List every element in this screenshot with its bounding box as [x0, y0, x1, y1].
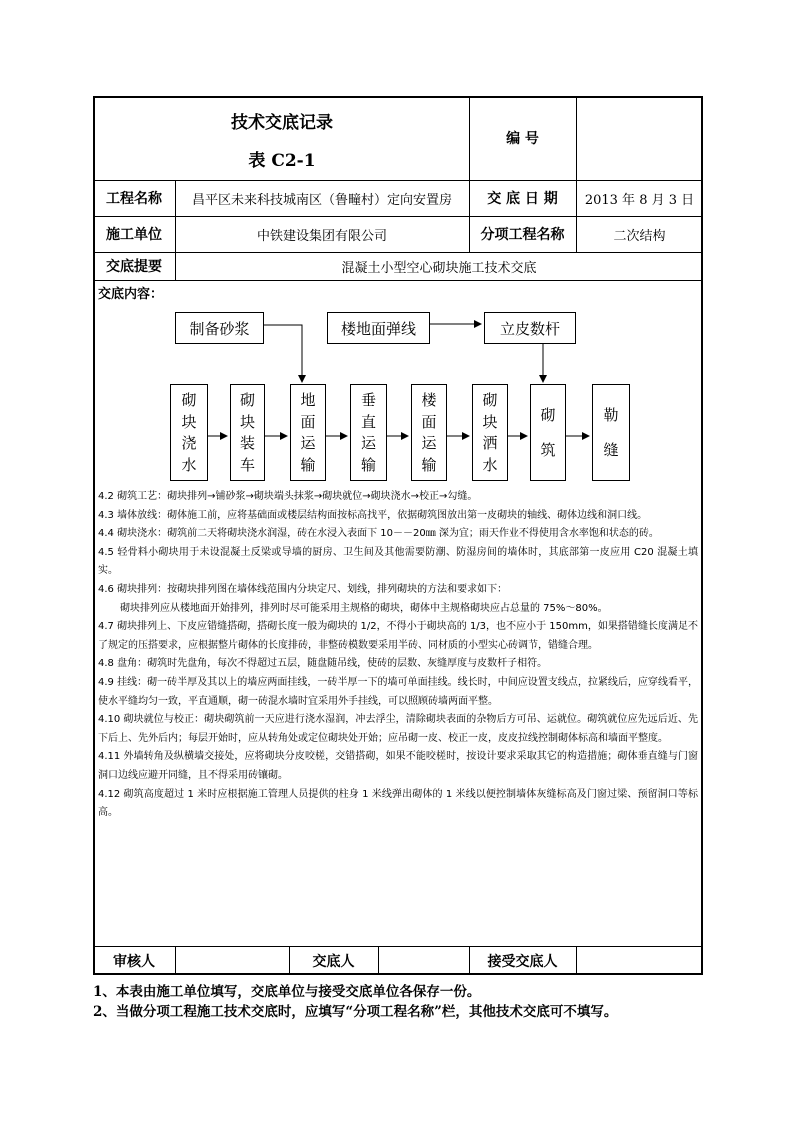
- flow-step-char: 输: [421, 456, 437, 475]
- flow-step-char: 地: [300, 390, 316, 409]
- flow-step-joint-pointing: [592, 384, 630, 481]
- reviewer-label: 审核人: [113, 953, 155, 970]
- project-name-label: 工程名称: [106, 191, 162, 207]
- flow-step-char: 垂: [360, 390, 376, 409]
- flow-step-floor-marking: 楼地面弹线: [327, 312, 430, 344]
- flow-step-story-pole: 立皮数杆: [484, 312, 576, 344]
- paragraph: 4.6 砌块排列：按砌块排列图在墙体线范围内分块定尺、划线，排列砌块的方法和要求如下：: [98, 583, 508, 595]
- flow-step-char: 面: [300, 412, 316, 431]
- flow-step-char: 直: [360, 412, 376, 431]
- flow-step-char: 缝: [603, 441, 619, 459]
- flow-step-char: 洒: [482, 434, 498, 453]
- receiver-field[interactable]: [576, 946, 703, 975]
- flow-step-char: 运: [360, 434, 376, 453]
- flow-step-masonry: [530, 384, 566, 481]
- reviewer-field[interactable]: [175, 946, 289, 975]
- flow-step-char: 浇: [181, 434, 197, 453]
- unit-value[interactable]: 中铁建设集团有限公司: [256, 228, 387, 244]
- flow-step-char: 装: [239, 434, 255, 453]
- flow-step-sprinkle-blocks: [472, 384, 508, 481]
- flow-step-char: 筑: [540, 441, 556, 459]
- flow-step-vertical-transport: [350, 384, 387, 481]
- unit-label: 施工单位: [106, 227, 162, 243]
- receiver-label: 接受交底人: [487, 953, 558, 970]
- flow-step-char: 输: [300, 456, 316, 475]
- flow-step-char: 输: [360, 456, 376, 475]
- number-label: 编 号: [506, 131, 539, 147]
- paragraph: 4.11 外墙转角及纵横墙交接处，应将砌块分皮咬槎，交错搭砌，如果不能咬槎时，按设计要求采取其它的构造措施；砌体垂直缝与门窗洞口边线应避开同缝，且不得采用砖镶砌。: [98, 751, 698, 781]
- date-value[interactable]: 2013 年 8 月 3 日: [584, 192, 695, 208]
- project-name-value[interactable]: 昌平区未来科技城南区（鲁疃村）定向安置房: [191, 192, 452, 208]
- paragraph: 4.4 砌块浇水：砌筑前二天将砌块浇水润湿，砖在水浸入表面下 10－－20㎜ 深为宜；雨天作业不得使用含水率饱和状态的砖。: [98, 528, 659, 540]
- footnote: 1、本表由施工单位填写，交底单位与接受交底单位各保存一份。: [93, 984, 481, 1000]
- paragraph: 砌块排列应从楼地面开始排列，排列时尽可能采用主规格的砌块，砌体中主规格砌块应占总量的 75%～80%。: [120, 602, 608, 614]
- date-label: 交 底 日 期: [487, 191, 558, 207]
- sub-project-value[interactable]: 二次结构: [613, 228, 666, 244]
- paragraph: 4.12 砌筑高度超过 1 米时应根据施工管理人员提供的柱身 1 米线弹出砌体的 1 米线以便控制墙体灰缝标高及门窗过梁、预留洞口等标高。: [98, 788, 698, 819]
- flow-step-prepare-mortar: 制备砂浆: [175, 312, 264, 344]
- paragraph: 4.3 墙体放线：砌体施工前，应将基础面或楼层结构面按标高找平，依据砌筑图放出第一皮砌块的轴线、砌体边线和洞口线。: [98, 509, 648, 521]
- flow-step-floor-transport: [411, 384, 447, 481]
- flow-step-char: 楼: [421, 390, 437, 409]
- paragraph: 4.2 砌筑工艺：砌块排列→铺砂浆→砌块端头抹浆→砌块就位→砌块浇水→校正→勾缝。: [98, 491, 478, 502]
- flow-step-char: 运: [421, 434, 437, 453]
- paragraph: 4.8 盘角：砌筑时先盘角，每次不得超过五层，随盘随吊线，使砖的层数、灰缝厚度与皮数杆子相符。: [98, 658, 548, 670]
- flow-step-char: 块: [482, 412, 498, 431]
- sub-project-label: 分项工程名称: [480, 227, 565, 243]
- flow-step-char: 块: [239, 412, 255, 431]
- paragraph: 4.7 砌块排列上、下皮应错缝搭砌，搭砌长度一般为砌块的 1/2，不得小于砌块高的 1/3，也不应小于 150mm，如果搭错缝长度满足不了规定的压搭要求，应根据整片砌体的长度排砖，非整砖模数要采用半砖、同材质的小型实心砖调节，错缝合理。: [98, 621, 698, 651]
- summary-label: 交底提要: [106, 259, 162, 275]
- footnote: 2、当做分项工程施工技术交底时，应填写“分项工程名称”栏，其他技术交底可不填写。: [93, 1004, 618, 1020]
- paragraph: 4.9 挂线：砌一砖半厚及其以上的墙应两面挂线，一砖半厚一下的墙可单面挂线。线长时，中间应设置支线点，拉紧线后，应穿线看平，使水平缝均匀一致，平直通顺，砌一砖混水墙时宜采用外手挂线，可以照顾砖墙两面平整。: [98, 676, 698, 707]
- flow-step-char: 砌: [239, 390, 255, 409]
- flow-step-char: 勒: [603, 406, 619, 424]
- flow-step-char: 块: [181, 412, 197, 431]
- discloser-field[interactable]: [378, 946, 469, 975]
- flow-step-load-blocks: [230, 384, 265, 481]
- content-text: [98, 488, 698, 823]
- document-title: 技术交底记录: [231, 112, 333, 133]
- flow-step-char: 水: [181, 456, 197, 475]
- content-label: 交底内容：: [98, 287, 164, 302]
- summary-value[interactable]: 混凝土小型空心砌块施工技术交底: [341, 260, 537, 276]
- flow-step-char: 车: [239, 456, 255, 475]
- form-number: 表 C2-1: [248, 150, 316, 171]
- flow-step-char: 砌: [482, 390, 498, 409]
- flow-step-char: 砌: [540, 406, 556, 424]
- flow-step-ground-transport: [290, 384, 326, 481]
- flow-step-char: 水: [482, 456, 498, 475]
- flow-step-char: 运: [300, 434, 316, 453]
- discloser-label: 交底人: [312, 953, 355, 970]
- flow-step-char: 面: [421, 412, 437, 431]
- paragraph: 4.10 砌块就位与校正：砌块砌筑前一天应进行浇水湿润，冲去浮尘，清除砌块表面的杂物后方可吊、运就位。砌筑就位应先远后近、先下后上、先外后内；每层开始时，应从转角处或定位砌块处开始；应吊砌一皮、校正一皮，皮皮拉线控制砌体标高和墙面平整度。: [98, 714, 698, 744]
- flow-step-char: 砌: [181, 390, 197, 409]
- paragraph: 4.5 轻骨料小砌块用于未设混凝土反梁或导墙的厨房、卫生间及其他需要防潮、防湿房间的墙体时，其底部第一皮应用 C20 混凝土填实。: [98, 546, 698, 577]
- flow-step-water-blocks: [170, 384, 208, 481]
